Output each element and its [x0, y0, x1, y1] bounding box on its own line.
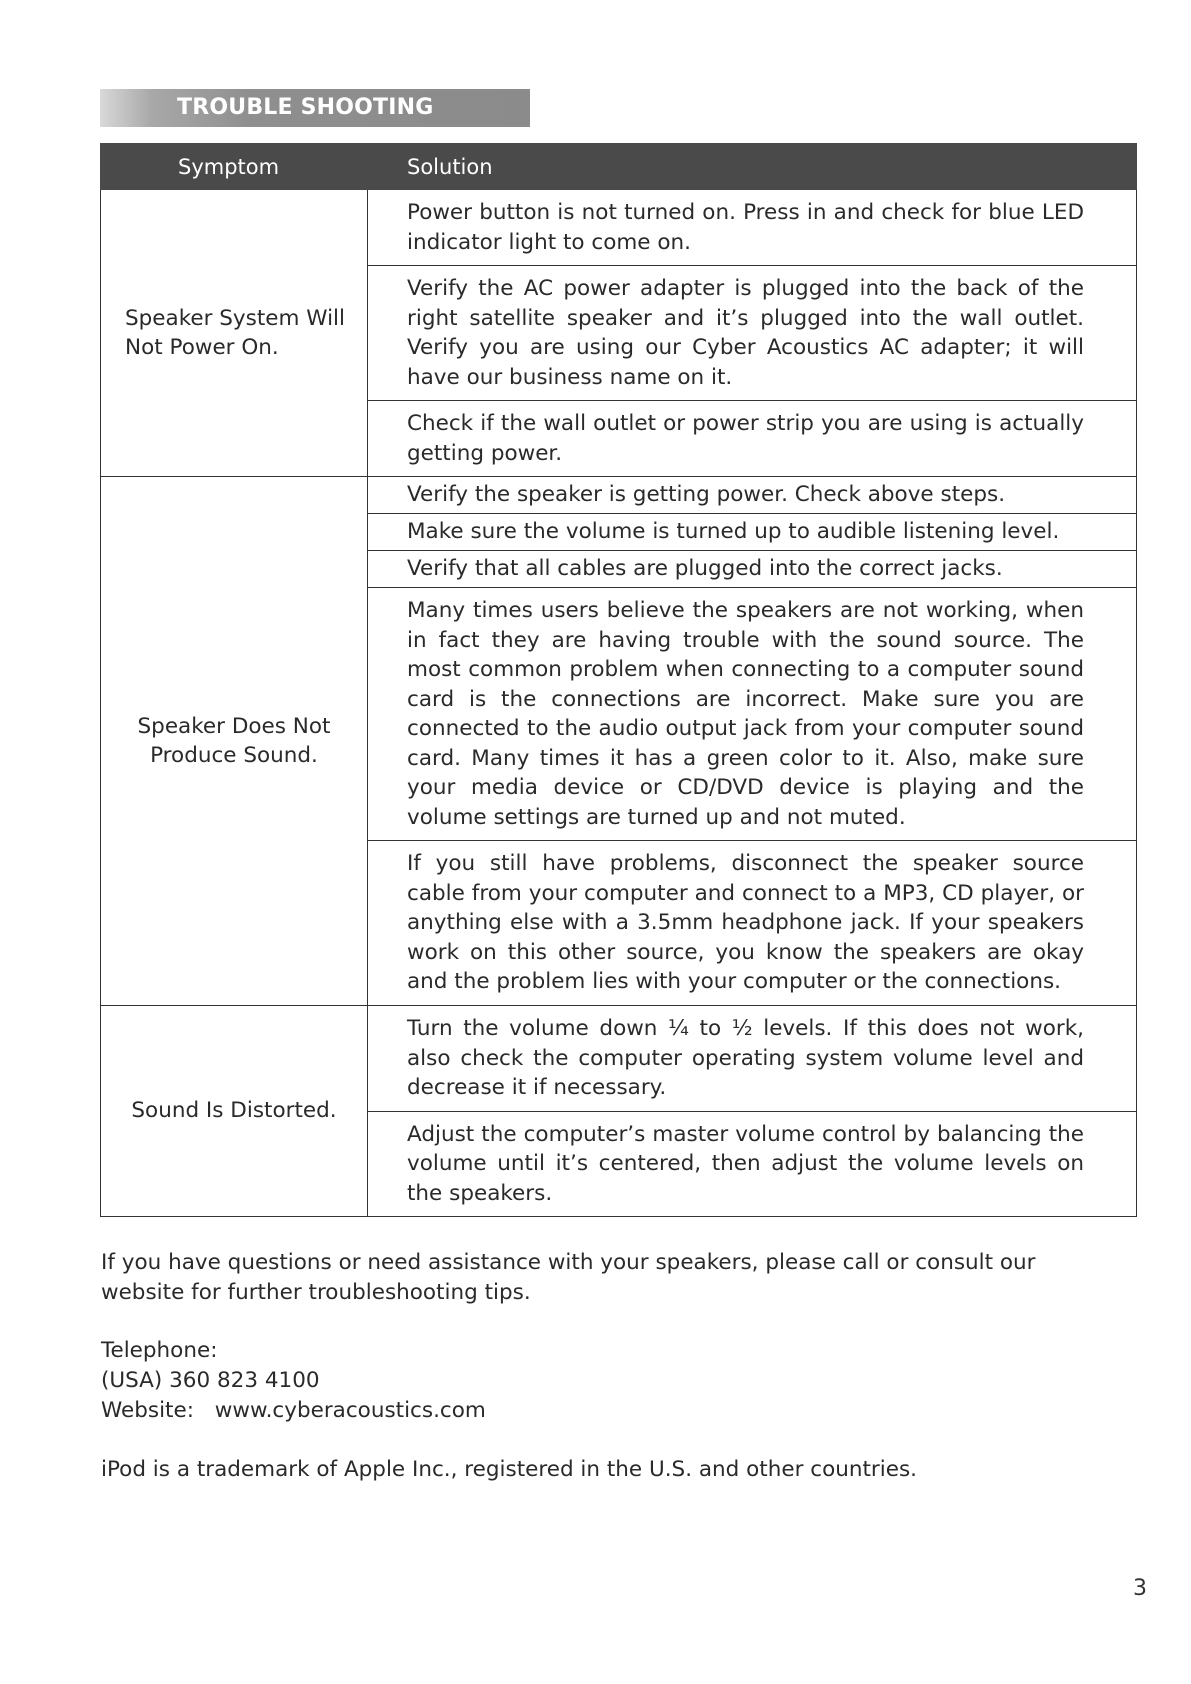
telephone-label: Telephone: [101, 1338, 218, 1363]
website-link[interactable]: www.cyberacoustics.com [214, 1398, 486, 1423]
website-line [101, 1396, 486, 1426]
solution-cell: Verify that all cables are plugged into the correct jacks. [368, 551, 1137, 588]
symptom-cell: Speaker System Will Not Power On. [101, 190, 368, 477]
page-number: 3 [1133, 1576, 1147, 1601]
table-row [101, 477, 1137, 514]
solution-cell: If you still have problems, disconnect the speaker source cable from your computer and connect to a MP3, CD player, or anything else with a 3.5mm headphone jack. If your speakers work on this other source, you know the speakers are okay and the problem lies with your computer or the connections. [368, 841, 1137, 1006]
table-row [101, 190, 1137, 266]
solution-cell: Verify the speaker is getting power. Check above steps. [368, 477, 1137, 514]
solution-cell: Turn the volume down ¼ to ½ levels. If this does not work, also check the computer operating system volume level and decrease it if necessary. [368, 1006, 1137, 1112]
solution-cell: Verify the AC power adapter is plugged into the back of the right satellite speaker and it’s plugged into the wall outlet. Verify you are using our Cyber Acoustics AC adapter; it will have our business name on it. [368, 266, 1137, 401]
website-label: Website: [101, 1398, 194, 1423]
table-row [101, 1006, 1137, 1112]
trademark-notice: iPod is a trademark of Apple Inc., registered in the U.S. and other countries. [101, 1457, 917, 1482]
solution-cell: Power button is not turned on. Press in and check for blue LED indicator light to come on. [368, 190, 1137, 266]
section-title: TROUBLE SHOOTING [177, 95, 434, 120]
telephone-number: (USA) 360 823 4100 [101, 1368, 320, 1393]
solution-cell: Adjust the computer’s master volume control by balancing the volume until it’s centered, then adjust the volume levels on the speakers. [368, 1111, 1137, 1217]
table-header-row [101, 144, 1137, 190]
solution-cell: Make sure the volume is turned up to audible listening level. [368, 514, 1137, 551]
symptom-cell: Sound Is Distorted. [101, 1006, 368, 1217]
symptom-header: Symptom [101, 144, 368, 190]
solution-header: Solution [368, 144, 1137, 190]
troubleshooting-table [100, 143, 1137, 1217]
symptom-cell: Speaker Does Not Produce Sound. [101, 477, 368, 1006]
solution-cell: Many times users believe the speakers are not working, when in fact they are having trouble with the sound source. The most common problem when connecting to a computer sound card is the connections are incorrect. Make sure you are connected to the audio output jack from your computer sound card. Many times it has a green color to it. Also, make sure your media device or CD/DVD device is playing and the volume settings are turned up and not muted. [368, 588, 1137, 841]
assistance-text: If you have questions or need assistance with your speakers, please call or consult our website for further troubleshooting tips. [101, 1250, 1036, 1305]
solution-cell: Check if the wall outlet or power strip you are using is actually getting power. [368, 401, 1137, 477]
